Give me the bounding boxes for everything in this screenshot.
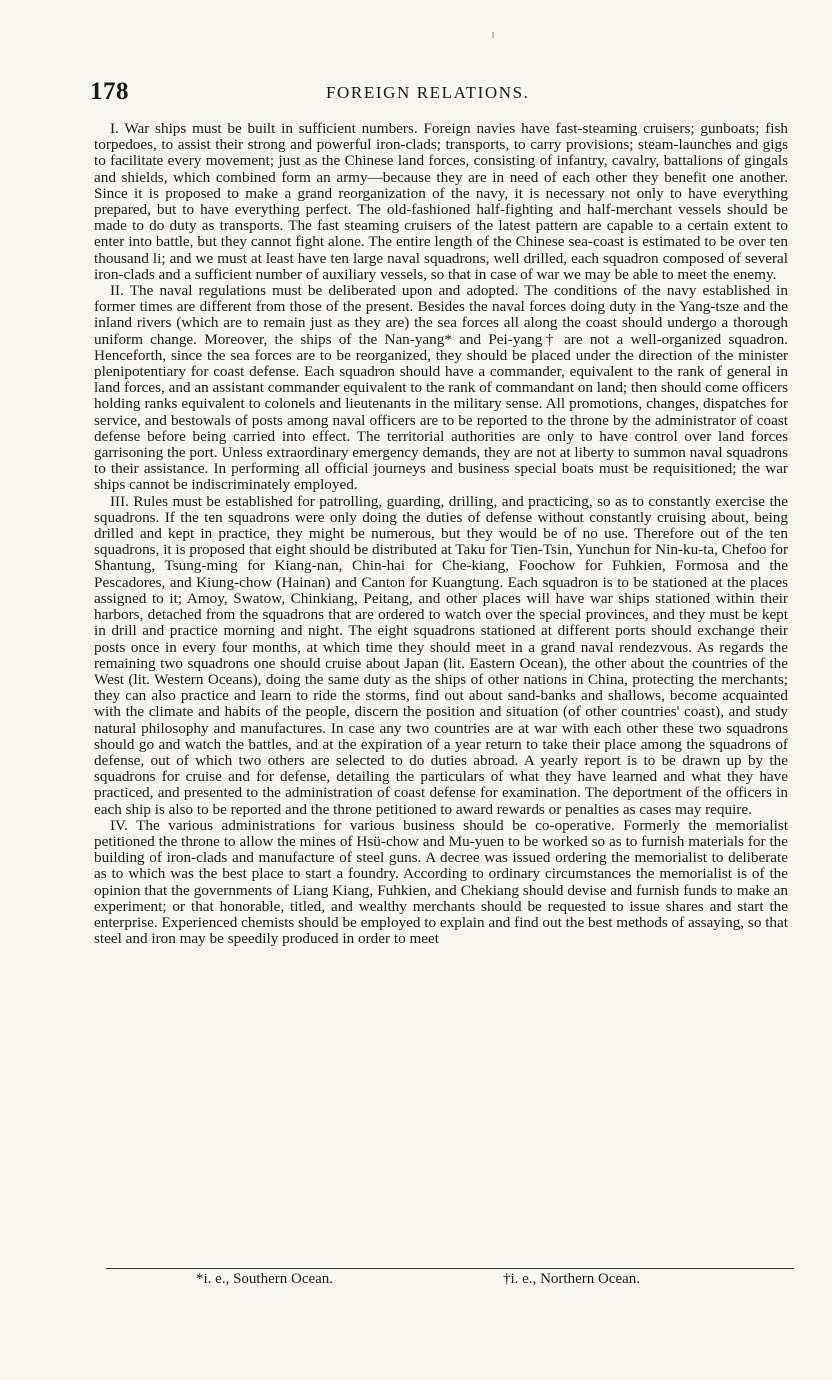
paragraph-war-ships: I. War ships must be built in sufficient numbers. Foreign navies have fast-steaming cruisers; gunboats; fish torpedoes, to assist their strong and powerful iron-clads; transports, to carry provisions; steam-launches and gigs to facilitate every movement; just as the Chinese land forces, consisting of infantry, cavalry, battalions of gingals and shields, which combined form an army—because they are in need of each other they benefit one another. Since it is proposed to make a grand reorganization of the navy, it is necessary not only to have everything prepared, but to have everything perfect. The old-fashioned half-fighting and half-merchant vessels should be made to do duty as transports. The fast steaming cruisers of the latest pattern are capable to a certain extent to enter into battle, but they cannot fight alone. The entire length of the Chinese sea-coast is estimated to be over ten thousand li; and we must at least have ten large naval squadrons, well drilled, each squadron composed of several iron-clads and a sufficient number of auxiliary vessels, so that in case of war we may be able to meet the enemy. <box>94 120 788 283</box>
paragraph-patrol-rules: III. Rules must be established for patrolling, guarding, drilling, and practicing, so as to constantly exercise the squadrons. If the ten squadrons were only doing the duties of defense without constantly cruising about, being drilled and kept in practice, they might be numerous, but they would be of no use. Therefore out of the ten squadrons, it is proposed that eight should be distributed at Taku for Tien-Tsin, Yunchun for Nin-ku-ta, Chefoo for Shantung, Tsung-ming for Kiang-nan, Chin-hai for Che-kiang, Foochow for Fuhkien, Formosa and the Pescadores, and Kiung-chow (Hainan) and Canton for Kuangtung. Each squadron is to be stationed at the places assigned to it; Amoy, Swatow, Chinkiang, Peitang, and other places will have war ships stationed within their harbors, detached from the squadrons that are ordered to watch over the special provinces, and they must be kept in drill and practice morning and night. The eight squadrons stationed at different ports should exchange their posts once in every four months, at which time they should meet in a grand naval rendezvous. As regards the remaining two squadrons one should cruise about Japan (lit. Eastern Ocean), the other about the countries of the West (lit. Western Oceans), doing the same duty as the ships of other nations in China, protecting the merchants; they can also practice and learn to ride the storms, find out about sand-banks and shallows, become acquainted with the climate and habits of the people, discern the position and situation (of other countries' coast), and study natural philosophy and manufactures. In case any two countries are at war with each other these two squadrons should go and watch the battles, and at the expiration of a year return to take their place among the squadrons of defense, out of which two others are selected to do duties abroad. A yearly report is to be drawn up by the squadrons for cruise and for defense, detailing the particulars of what they have learned and what they have practiced, and presented to the administration of coast defense for examination. The deportment of the officers in each ship is also to be reported and the throne petitioned to award rewards or penalties as cases may require. <box>94 492 788 818</box>
paragraph-cooperation: IV. The various administrations for various business should be co-operative. Formerly the memorialist petitioned the throne to allow the mines of Hsü-chow and Mu-yuen to be worked so as to furnish materials for the building of iron-clads and manufacture of steel guns. A decree was issued ordering the memorialist to deliberate as to which was the best place to start a foundry. According to ordinary circumstances the memorialist is of the opinion that the governments of Liang Kiang, Fuhkien, and Chekiang should devise and furnish funds to make an experiment; or that honorable, titled, and wealthy merchants should be requested to issue shares and start the enterprise. Experienced chemists should be employed to explain and find out the best methods of assaying, so that steel and iron may be speedily produced in order to meet <box>94 816 788 948</box>
footnote-divider <box>106 1268 794 1269</box>
paragraph-naval-regulations: II. The naval regulations must be deliberated upon and adopted. The conditions of the navy established in former times are different from those of the present. Besides the naval forces doing duty in the Yang-tsze and the inland rivers (which are to remain just as they are) the sea forces all along the coast should undergo a thorough uniform change. Moreover, the ships of the Nan-yang* and Pei-yang† are not a well-organized squadron. Henceforth, since the sea forces are to be reorganized, they should be placed under the direction of the minister plenipotentiary for coast defense. Each squadron should have a commander, equivalent to the rank of general in land forces, and an assistant commander equivalent to the rank of commandant on land; then should come officers holding ranks equivalent to colonels and lieutenants in the military sense. All promotions, changes, dispatches for service, and bestowals of posts among naval officers are to be reported to the throne by the administrator of coast defense before being carried into effect. The territorial authorities are only to have control over land forces garrisoning the port. Unless extraordinary emergency demands, they are not at liberty to summon naval squadrons to their assistance. In performing all official journeys and business special boats must be requisitioned; the war ships cannot be indiscriminately employed. <box>94 282 788 494</box>
footnote-southern-ocean: *i. e., Southern Ocean. <box>196 1271 334 1287</box>
footnote-northern-ocean: †i. e., Northern Ocean. <box>503 1271 641 1287</box>
page-number: 178 <box>90 78 129 105</box>
running-title: FOREIGN RELATIONS. <box>326 83 530 102</box>
footnotes <box>0 1271 832 1291</box>
scan-speck <box>492 32 494 38</box>
page-header <box>90 78 790 112</box>
body-text <box>94 121 788 947</box>
